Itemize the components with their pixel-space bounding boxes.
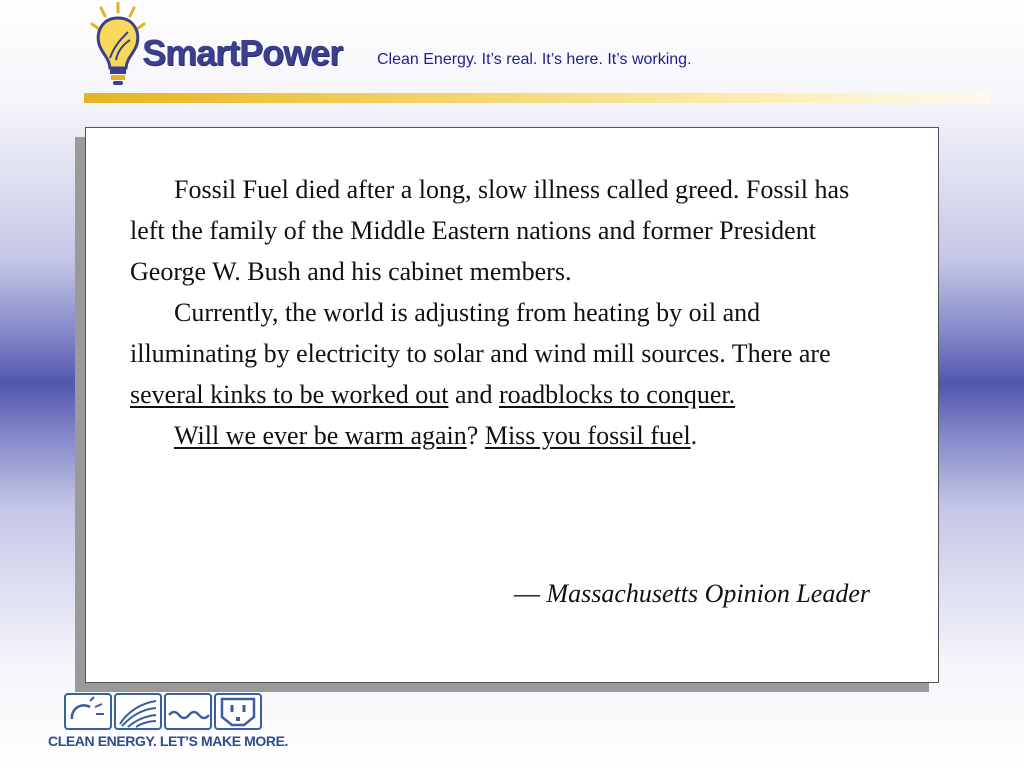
water-icon [165, 694, 211, 729]
sun-icon [65, 694, 111, 729]
tagline: Clean Energy. It’s real. It’s here. It’s working. [377, 51, 692, 68]
roadblocks-link[interactable]: roadblocks to conquer. [498, 380, 736, 409]
quote-paragraph-1: Fossil Fuel died after a long, slow illness called greed. Fossil has left the family of the Middle Eastern nations and former President George W. Bush and his cabinet members. [130, 175, 850, 286]
attribution-source: Massachusetts Opinion Leader [546, 579, 870, 608]
warm-again-link[interactable]: Will we ever be warm again [174, 421, 467, 450]
quote-paragraph-3 [130, 415, 890, 456]
quote-text-span: and [448, 380, 499, 409]
miss-fossil-fuel-link[interactable]: Miss you fossil fuel [484, 421, 691, 450]
outlet-icon [215, 694, 261, 729]
footer-slogan: CLEAN ENERGY. LET’S MAKE MORE. [48, 733, 289, 749]
header-divider [84, 93, 990, 103]
smartpower-logo [84, 2, 359, 90]
quote-paragraph-2 [130, 292, 890, 415]
attribution [514, 579, 870, 609]
wind-icon [115, 694, 161, 729]
quote-text-span: Currently, the world is adjusting from heating by oil and illuminating by electricity to solar and wind mill sources. There are [130, 298, 831, 368]
quote-text-span: ? [466, 421, 485, 450]
quote-text-span: . [690, 421, 698, 450]
footer-icons [64, 693, 264, 731]
quote-box [85, 127, 939, 683]
kinks-link[interactable]: several kinks to be worked out [130, 380, 449, 409]
quote-text [130, 169, 890, 456]
attribution-dash: — [513, 579, 547, 608]
brand-name: SmartPower [142, 32, 343, 73]
